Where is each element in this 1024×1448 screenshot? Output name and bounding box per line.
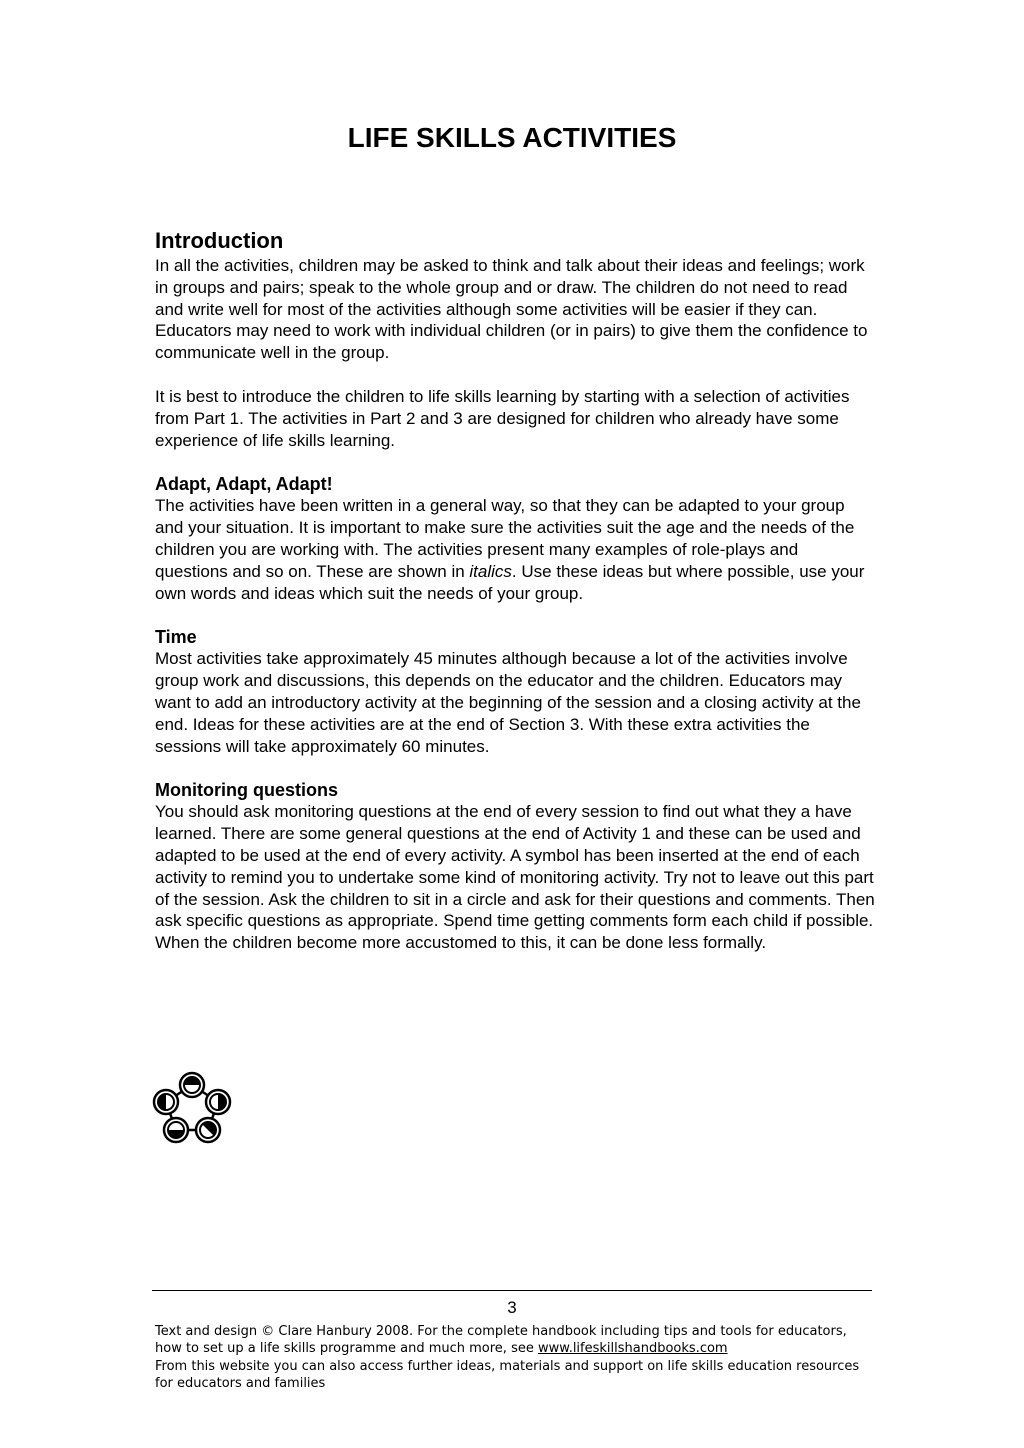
intro-paragraph-1: In all the activities, children may be asked to think and talk about their ideas and feelings; work in groups and pairs; speak to the whole group and or draw. The children do not need to read and write well for most of the activities although some activities will be easier if they can. Educators may need to work with individual children (or in pairs) to give them the confidence to communicate well in the group. <box>155 256 868 363</box>
footer-copyright <box>152 1323 872 1393</box>
heading-monitoring: Monitoring questions <box>155 780 338 801</box>
adapt-text-end: . Use these ideas but where possible, use your own words and ideas which suit the needs of your group. <box>155 561 865 603</box>
adapt-text-start: The activities have been written in a general way, so that they can be adapted to your group and your situation. It is important to make sure the activities suit the age and the needs of the children you are working with. The activities present many examples of role-plays and questions and so on. These are shown in <box>155 496 855 581</box>
monitoring-paragraph: You should ask monitoring questions at the end of every session to find out what they a have learned. There are some general questions at the end of Activity 1 and these can be used and adapted to be used at the end of every activity. A symbol has been inserted at the end of each activity to remind you to undertake some kind of monitoring activity. Try not to leave out this part of the session. Ask the children to sit in a circle and ask for their questions and comments. Then ask specific questions as appropriate. Spend time getting comments form each child if possible. When the children become more accustomed to this, it can be done less formally. <box>155 802 875 953</box>
footer-text-1: Text and design © Clare Hanbury 2008. For the complete handbook including tips and tools for educators, how to set up a life skills programme and much more, see <box>155 1324 847 1357</box>
footer-divider <box>152 1290 872 1291</box>
monitoring-circle-icon <box>152 1068 234 1148</box>
adapt-paragraph <box>155 495 875 604</box>
time-paragraph: Most activities take approximately 45 minutes although because a lot of the activities involve group work and discussions, this depends on the educator and the children. Educators may want to add an introductory activity at the beginning of the session and a closing activity at the end. Ideas for these activities are at the end of Section 3. With these extra activities the sessions will take approximately 60 minutes. <box>155 649 861 756</box>
adapt-italic-word: italics <box>469 561 512 581</box>
heading-introduction: Introduction <box>155 228 284 253</box>
heading-time: Time <box>155 627 197 648</box>
heading-adapt: Adapt, Adapt, Adapt! <box>155 474 333 495</box>
footer-text-2: From this website you can also access further ideas, materials and support on life skills education resources for educators and families <box>155 1358 860 1392</box>
page-title: LIFE SKILLS ACTIVITIES <box>347 122 677 153</box>
main-content <box>155 227 875 954</box>
page-footer <box>152 1290 872 1393</box>
footer-website-link[interactable]: www.lifeskillshandbooks.com <box>537 1341 728 1357</box>
intro-paragraph-2: It is best to introduce the children to life skills learning by starting with a selection of activities from Part 1. The activities in Part 2 and 3 are designed for children who already have some experience of life skills learning. <box>155 386 850 450</box>
page-number: 3 <box>507 1298 517 1317</box>
